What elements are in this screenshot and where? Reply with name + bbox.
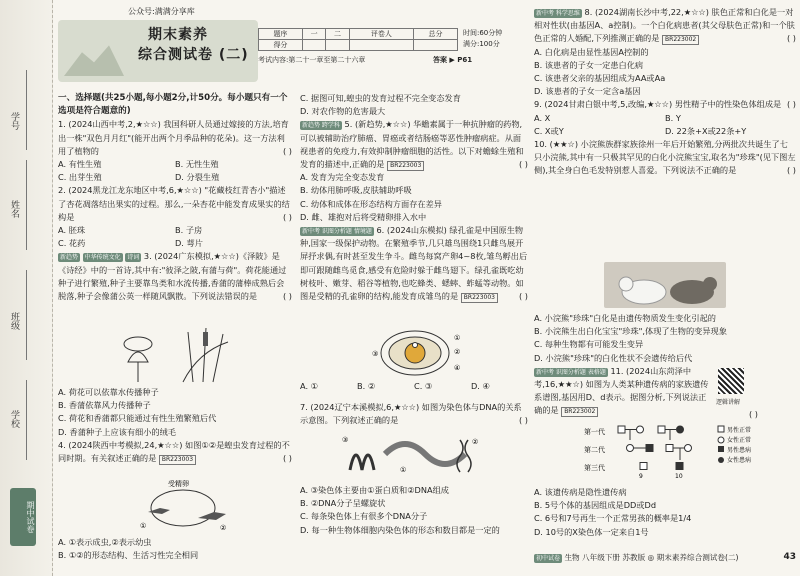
germinal-disc: [413, 343, 418, 348]
cycle-title: 受精卵: [168, 480, 189, 488]
options: [534, 112, 796, 138]
answer-blank[interactable]: ( ): [519, 159, 528, 170]
pedigree-female-normal: [685, 445, 692, 452]
column-3: [534, 0, 796, 576]
chromosome-dna-figure: [340, 432, 490, 476]
option[interactable]: C. ③: [414, 381, 433, 391]
answer-blank[interactable]: ( ): [283, 291, 292, 302]
option[interactable]: B. 幼体用肺呼吸,皮肤辅助呼吸: [300, 185, 412, 196]
pedigree-male-affected: [646, 445, 653, 452]
q-block: [58, 536, 292, 562]
legend-label: 女性患病: [727, 457, 752, 464]
pedigree-number: 10: [675, 473, 683, 480]
question-6: [300, 224, 528, 303]
qr-label: 逻辑讲解: [716, 399, 741, 406]
pedigree-female-normal: [627, 445, 634, 452]
lotus-cattail-figure: [108, 322, 248, 384]
q-block: [300, 92, 528, 303]
option[interactable]: B. Y: [665, 112, 681, 123]
q-block: [534, 312, 796, 418]
answer-blank[interactable]: ( ): [749, 409, 758, 419]
page-footer: [534, 552, 796, 563]
question-10: [534, 138, 796, 178]
exam-subtitle: 综合测试卷 (二): [138, 47, 249, 63]
score-cell: 题序: [259, 29, 303, 40]
generation-label: 第三代: [584, 464, 605, 472]
question-4: [58, 439, 292, 465]
pedigree-male-normal: [666, 445, 673, 452]
q-block: [300, 380, 528, 428]
option[interactable]: B. ①②的形态结构、生活习性完全相同: [58, 550, 199, 561]
divider-line: [26, 380, 27, 460]
answer-blank[interactable]: ( ): [787, 99, 796, 110]
option[interactable]: A. 有性生殖: [58, 159, 102, 170]
pedigree-female-affected: [677, 426, 684, 433]
answer-blank[interactable]: ( ): [787, 33, 796, 44]
locust-adult: [198, 512, 226, 520]
option[interactable]: D. 该患者的子女一定含a基因: [534, 86, 641, 97]
cattail-stem: [188, 332, 193, 382]
option[interactable]: B. ②DNA分子呈螺旋状: [300, 498, 386, 509]
question-text: 1. (2024山西中考,2,★☆☆) 我国科研人员通过嫁接的方法,培育出一株"双色月月红"(能开出两个月季品种的花朵)。这一方法利用了植物的: [58, 119, 289, 156]
legend-label: 女性正常: [727, 437, 752, 444]
option[interactable]: C. 花药: [58, 238, 86, 249]
option[interactable]: B. 无性生殖: [175, 159, 219, 170]
question-11: [534, 365, 714, 418]
option[interactable]: B. 5号个体的基因组成是DD或Dd: [534, 500, 657, 511]
option[interactable]: D. 分裂生殖: [175, 172, 220, 183]
question-3: [58, 250, 292, 303]
cycle-ring: [151, 490, 215, 526]
option[interactable]: A. 荷花可以依靠水传播种子: [58, 387, 159, 397]
question-code: BR223002: [561, 407, 598, 417]
question-code: BR223003: [461, 293, 498, 303]
pedigree-chart: [584, 424, 784, 480]
option[interactable]: D. 22条+X或22条+Y: [665, 125, 747, 136]
time-limit: 时间:60分钟: [463, 29, 503, 37]
answer-blank[interactable]: ( ): [283, 211, 292, 222]
figure-label: ①: [400, 466, 407, 474]
question-text: 8. (2024湖南长沙中考,22,★☆☆) 肤色正常和白化是一对相对性状(由基因A、a控制)。一个白化病患者(其父母肤色正常)和一个肤色正常的人婚配,下列推测正确的是: [534, 7, 795, 44]
option[interactable]: B. 小浣熊生出白化宝宝"珍珠",体现了生物的变异现象: [534, 326, 727, 337]
option[interactable]: A. X: [534, 112, 551, 123]
answer-ref: 答案 ▶ P61: [433, 56, 473, 64]
option[interactable]: B. 子房: [175, 225, 203, 236]
locust-cycle-figure: [128, 478, 238, 534]
option[interactable]: C. 据图可知,蝗虫的发育过程不完全变态发育: [300, 93, 461, 103]
question-9: [534, 98, 796, 111]
page-number: 43: [783, 552, 796, 562]
question-code: BR223002: [662, 35, 699, 45]
pedigree-male-affected: [676, 463, 683, 470]
pedigree-male-normal: [640, 463, 647, 470]
tag-badge: 中华传统文化: [84, 254, 121, 262]
option[interactable]: C. 每种生物都有可能发生变异: [534, 339, 644, 350]
student-id-label: 学号: [9, 112, 19, 130]
binding-spine: [0, 0, 53, 576]
question-code: BR223003: [387, 161, 424, 171]
tag-badge: 新中考 科学思维: [536, 10, 580, 17]
figure-label: ②: [472, 438, 479, 446]
footer-info: 生物 八年级下册 苏教版 ◎ 期末素养综合测试卷(二): [564, 553, 739, 562]
q-block: [534, 486, 796, 539]
option[interactable]: D. 每一种生物体细胞内染色体的形态和数目都是一定的: [300, 524, 500, 535]
lotus-flower: [128, 352, 148, 362]
pedigree-male-normal: [618, 426, 625, 433]
cattail-stem: [213, 334, 223, 382]
option[interactable]: C. 6号和7号再生一个正常男孩的概率是1/4: [534, 513, 692, 524]
answer-blank[interactable]: ( ): [283, 453, 292, 464]
score-cell: 得分: [259, 40, 303, 51]
option[interactable]: A. 小浣熊"珍珠"白化是由遗传物质发生变化引起的: [534, 313, 716, 323]
option[interactable]: D. 香蒲种子上应该有细小的绒毛: [58, 426, 176, 437]
options: [58, 224, 292, 250]
option[interactable]: C. 出芽生殖: [58, 172, 102, 183]
option[interactable]: D. 对农作物的危害最大: [300, 106, 386, 117]
options: [300, 380, 528, 393]
option[interactable]: C. 每条染色体上有很多个DNA分子: [300, 511, 428, 522]
exam-scope: 考试内容:第二十一章至第二十六章: [258, 56, 366, 64]
raccoon-photo-art: [604, 262, 726, 308]
option[interactable]: C. X或Y: [534, 125, 564, 136]
dna-coil: [385, 444, 465, 464]
q-block: [58, 92, 292, 303]
egg-structure-figure: [370, 328, 470, 378]
divider-line: [26, 160, 27, 250]
normal-raccoon-head: [703, 277, 717, 291]
generation-label: 第二代: [584, 446, 605, 454]
option[interactable]: B. 香蒲依靠风力传播种子: [58, 400, 151, 411]
section-heading: 一、选择题(共25小题,每小题2分,计50分。每小题只有一个选项是符合题意的): [58, 93, 288, 117]
egg-label: ①: [454, 334, 461, 342]
divider-line: [26, 70, 27, 150]
lotus-leaf: [124, 337, 152, 351]
class-label: 班级: [9, 312, 19, 330]
score-cell: 二: [326, 29, 349, 40]
question-1: [58, 118, 292, 158]
q-block: [58, 386, 292, 465]
option[interactable]: C. 荷花和香蒲都只能通过有性生殖繁殖后代: [58, 413, 217, 424]
tag-badge: 新中考 识图分析题 情境题: [302, 228, 372, 236]
option[interactable]: D. ④: [471, 381, 490, 391]
legend-male-affected-icon: [718, 446, 724, 452]
stage-label: ①: [140, 522, 147, 530]
legend-female-normal-icon: [718, 437, 724, 443]
egg-label: ③: [372, 350, 379, 358]
legend-female-affected-icon: [718, 457, 724, 463]
option[interactable]: A. 胚珠: [58, 225, 86, 236]
legend-label: 男性正常: [727, 427, 752, 434]
option[interactable]: D. 小浣熊"珍珠"的白化性状不会遗传给后代: [534, 352, 693, 363]
question-7: [300, 401, 528, 427]
score-cell: 总分: [414, 29, 458, 40]
pedigree-male-normal: [658, 426, 665, 433]
raccoon-photo: [604, 262, 726, 308]
tag-badge: 新中考 识图分析题 表格题: [536, 368, 606, 376]
question-text: 10. (★★☆) 小浣熊族群家族徐州一年后开始繁殖,分两批次共诞生了七只小浣熊,其中有一只极其罕见的白化小浣熊宝宝,取名为"珍珠"(见下图左侧),其全身白色毛发特别惹人喜爱。下列说法不正确的是: [534, 139, 796, 176]
pedigree-number: 9: [639, 473, 643, 480]
stage-label: ②: [220, 524, 227, 532]
egg-label: ④: [454, 364, 461, 372]
footer-brand: 初中试卷: [536, 555, 561, 562]
qr-code[interactable]: [718, 368, 744, 394]
cattail-head: [203, 332, 208, 346]
option[interactable]: A. 发育为完全变态发育: [300, 172, 385, 183]
option[interactable]: A. ①表示成虫,②表示幼虫: [58, 537, 152, 547]
answer-blank[interactable]: ( ): [787, 165, 796, 176]
option[interactable]: C. 该患者父亲的基因组成为AA或Aa: [534, 73, 666, 84]
option[interactable]: A. ①: [300, 381, 319, 391]
name-label: 姓名: [9, 200, 19, 218]
question-text: 3. (2024广东模拟,★☆☆)《泽陂》是《诗经》中的一首诗,其中有:"彼泽之陂,有蒲与荷"。荷花能通过种子进行繁殖,种子主要靠鸟类和水流传播,香蒲的蒲棒成熟后会脱落,种子会像蒲公英一样随风飘散。下列说法错误的是: [58, 251, 287, 302]
score-cell: 一: [302, 29, 325, 40]
q-block: [300, 484, 528, 537]
option[interactable]: A. 该遗传病是隐性遗传病: [534, 487, 627, 497]
legend-male-normal-icon: [718, 426, 724, 432]
generation-label: 第一代: [584, 428, 605, 436]
question-code: BR223003: [159, 455, 196, 465]
option[interactable]: B. 该患者的子女一定患白化病: [534, 59, 644, 70]
question-text: 5. (新趋势,★☆☆) 华蟾素属于一种抗肿瘤的药物,可以被辅助治疗肺癌、胃癌或者结肠癌等恶性肿瘤病症。从面视患者的免疫力,有效抑制肿瘤细胞的活性。以下对蟾蜍生殖和发育的描述中,正确的是: [300, 119, 524, 170]
question-5: [300, 118, 528, 171]
question-text: 7. (2024辽宁本溪模拟,6,★☆☆) 如图为染色体与DNA的关系示意图。下列叙述正确的是: [300, 402, 522, 426]
answer-blank[interactable]: ( ): [519, 415, 528, 426]
column-1: [58, 0, 292, 576]
option[interactable]: A. 白化病是由显性基因A控制的: [534, 46, 649, 57]
tag-badge: 新趋势 跨学科: [302, 122, 340, 130]
chromosome-shape: [350, 455, 374, 470]
question-text: 4. (2024陕西中考模拟,24,★☆☆) 如图①②是蝗虫发育过程的不同时期。有关叙述正确的是: [58, 439, 290, 464]
question-text: 9. (2024甘肃白银中考,5,改编,★☆☆) 男性精子中的性染色体组成是: [534, 99, 782, 110]
option[interactable]: D. 10号的X染色体一定来自1号: [534, 526, 649, 537]
option[interactable]: B. ②: [357, 381, 376, 391]
column-2: [300, 0, 528, 576]
exam-title: 期末素养: [148, 27, 208, 43]
option[interactable]: C. 幼体和成体在形态结构方面存在差异: [300, 198, 442, 209]
exam-badge: 期中试卷: [10, 488, 36, 546]
question-text: 6. (2024山东模拟) 绿孔雀是中国原生物种,国家一级保护动物。在繁殖季节,几只雄鸟围绕1只雌鸟展开屏抒求偶,有时甚至发生争斗。雌鸟每窝产卵4~8枚,雏鸟孵出后即可跟随雌鸟觅食,感受有危险时躲于雌鸟翅下。绿孔雀既吃幼树枝叶、嫩芽、稻谷等植物,也吃蜂类、蟋蟀、蚱蜢等动物。如图是受精的孔雀卵的结构,能发育成雏鸟的是: [300, 225, 528, 302]
figure-label: ③: [342, 436, 349, 444]
answer-blank[interactable]: ( ): [519, 291, 528, 302]
options: [58, 158, 292, 184]
publisher-text: 公众号:满满分享库: [128, 7, 195, 16]
score-cell: 评卷人: [349, 29, 413, 40]
question-text: 11. (2024山东菏泽中考,16,★★☆) 如图为人类某种遗传病的家族遗传系谱图,基因用D、d表示。据图分析,下列说法正确的是: [534, 365, 709, 416]
divider-line: [26, 270, 27, 360]
school-label: 学校: [9, 410, 19, 428]
option[interactable]: A. ③染色体主要由①蛋白质和②DNA组成: [300, 485, 449, 495]
pedigree-female-normal: [637, 426, 644, 433]
question-8: [534, 6, 796, 46]
option[interactable]: D. 萼片: [175, 238, 203, 249]
tag-badge: 新趋势: [60, 254, 79, 262]
full-score: 满分:100分: [463, 40, 500, 48]
answer-blank[interactable]: ( ): [283, 145, 292, 156]
white-raccoon-head: [619, 277, 633, 291]
tag-badge: 诗词: [127, 254, 140, 262]
egg-label: ②: [454, 348, 461, 356]
question-2: [58, 184, 292, 224]
question-text: 2. (2024黑龙江龙东地区中考,6,★☆☆) "花藏枝红青杏小"描述了杏花凋落结出果实的过程。那么,一朵杏花中能发育成果实的结构是: [58, 185, 290, 222]
legend-label: 男性患病: [727, 447, 752, 454]
q-block: [534, 6, 796, 178]
option[interactable]: D. 雌、雄抱对后将受精卵排入水中: [300, 211, 427, 222]
